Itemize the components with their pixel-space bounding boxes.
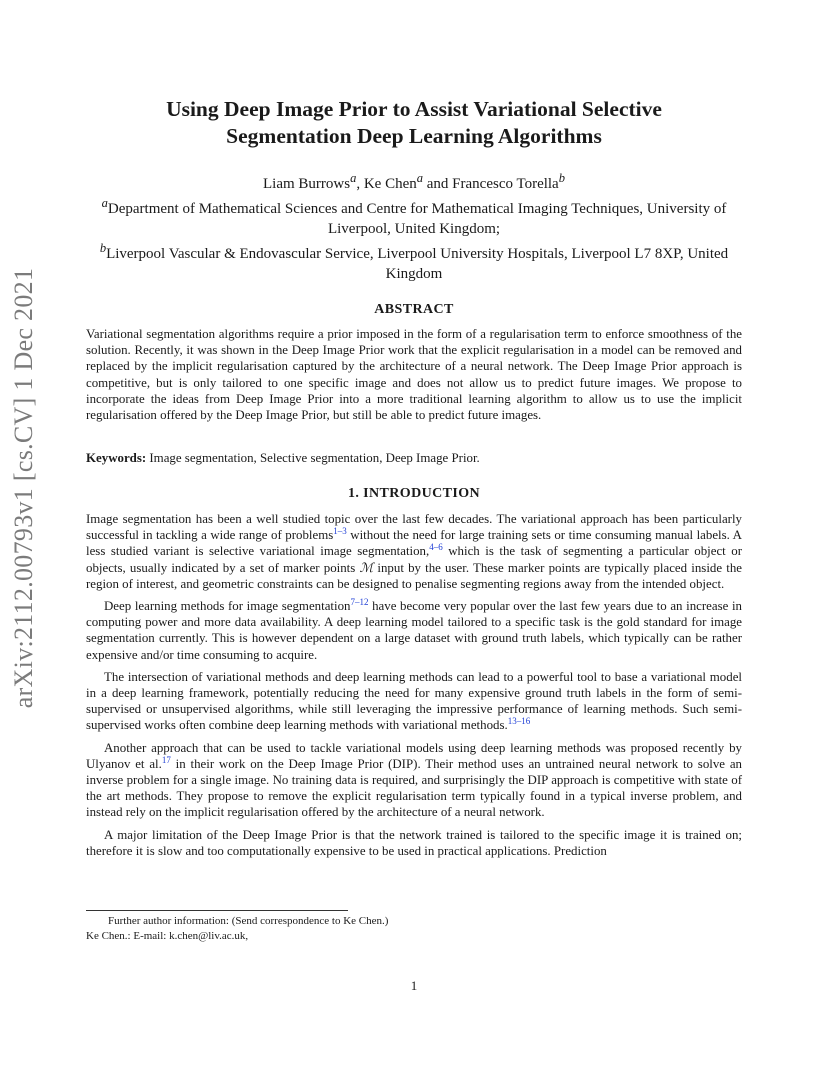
keywords [86, 450, 742, 466]
paragraph: Deep learning methods for image segmentation$^{7-12}$ have become very popular over the last few years due to an increase in computing power and more data availability. A deep learning model tailored to a specific task is the gold standard for image segmentation currently. This is however dependent on a large dataset with ground truth labels, which typically can be rather expensive and/or time consuming to acquire. [86, 597, 742, 662]
citation-link[interactable]: 17 [161, 754, 171, 765]
affiliation-marker: a [416, 171, 423, 185]
paper-title [86, 96, 742, 150]
title-line-2: Segmentation Deep Learning Algorithms [226, 124, 602, 148]
affiliation-b: $^b$Liverpool Vascular & Endovascular Service, Liverpool University Hospitals, Liverpool L7 8XP, United Kingdom [99, 241, 729, 282]
author-name: Francesco Torella [452, 176, 559, 192]
paragraph: The intersection of variational methods and deep learning methods can lead to a powerful tool to base a variational model in a deep learning framework, potentially reducing the need for many expensive ground truth labels in the form of semi-supervised or unsupervised algorithms, while still leveraging the impressive performance of learning methods. Such semi-supervised works often combine deep learning methods with variational methods.$^{13-16}$ [86, 669, 742, 733]
citation-link[interactable]: 4–6 [429, 542, 443, 553]
footnote-rule [86, 910, 348, 911]
section-heading-introduction: 1. INTRODUCTION [347, 486, 480, 501]
introduction-body [86, 511, 742, 865]
title-line-1: Using Deep Image Prior to Assist Variational Selective [166, 97, 662, 121]
author-list: Liam Burrows$^a$, Ke Chen$^a$ and Francesco Torella$^b$ [263, 171, 565, 192]
footnote [86, 914, 742, 944]
affiliation-a: $^a$Department of Mathematical Sciences and Centre for Mathematical Imaging Techniques, University of Liverpool, United Kingdom; [101, 196, 727, 237]
arxiv-identifier-text: arXiv:2112.00793v1 [cs.CV] 1 Dec 2021 [9, 267, 38, 709]
affiliations [86, 194, 742, 284]
abstract-text: Variational segmentation algorithms require a prior imposed in the form of a regularisation term to enforce smoothness of the solution. Recently, it was shown in the Deep Image Prior work that the explicit regularisation in a model can be removed and replaced by the implicit regularisation captured by the architecture of a neural network. The Deep Image Prior approach is competitive, but is only tailored to one specific image and does not allow us to predict future images. We propose to incorporate the ideas from Deep Image Prior into a more traditional learning algorithm to allow us to use the implicit regularisation offered by the Deep Image Prior, but still be able to predict future images. [86, 327, 742, 423]
keywords-text: Image segmentation, Selective segmentation, Deep Image Prior. [146, 451, 480, 465]
keywords-label: Keywords: [86, 451, 147, 465]
citation-link[interactable]: 1–3 [333, 526, 347, 537]
footnote-line: Ke Chen.: E-mail: k.chen@liv.ac.uk, [86, 930, 249, 942]
author-name: Liam Burrows [263, 176, 351, 192]
footnote-line: Further author information: (Send correspondence to Ke Chen.) [108, 915, 389, 927]
citation-link[interactable]: 7–12 [350, 597, 369, 608]
paragraph: A major limitation of the Deep Image Prior is that the network trained is tailored to the specific image it is trained on; therefore it is slow and too computationally expensive to be used in practical applications. Prediction [86, 827, 742, 858]
math-symbol-m: ℳ [359, 560, 374, 575]
affiliation-marker: a [350, 171, 357, 185]
arxiv-side-identifier [2, 267, 46, 709]
author-name: Ke Chen [363, 176, 417, 192]
paragraph: Image segmentation has been a well studied topic over the last few decades. The variational approach has been particularly successful in tackling a wide range of problems$^{1-3}$ without the need for large training sets or time consuming manual labels. A less studied variant is selective variational image segmentation,$^{4-6}$ which is the task of segmenting a particular object or objects, usually indicated by a set of marker points ℳ input by the user. These marker points are typically placed inside the region of interest, and geometric constraints can be designed to penalise segmenting regions away from the intended object. [86, 512, 742, 591]
affiliation-marker: b [558, 171, 565, 185]
abstract-heading: ABSTRACT [374, 302, 454, 317]
citation-link[interactable]: 13–16 [507, 716, 531, 727]
paragraph: Another approach that can be used to tackle variational models using deep learning methods was proposed recently by Ulyanov et al.$^{17}$ in their work on the Deep Image Prior (DIP). Their method uses an untrained neural network to solve an inverse problem for a single image. No training data is required, and surprisingly the DIP approach is competitive with state of the art methods. They propose to remove the explicit regularisation term typically found in a typical inverse problem, and instead rely on the implicit regularisation offered by the architecture of a neural network. [86, 740, 742, 820]
page-number: 1 [410, 978, 418, 993]
